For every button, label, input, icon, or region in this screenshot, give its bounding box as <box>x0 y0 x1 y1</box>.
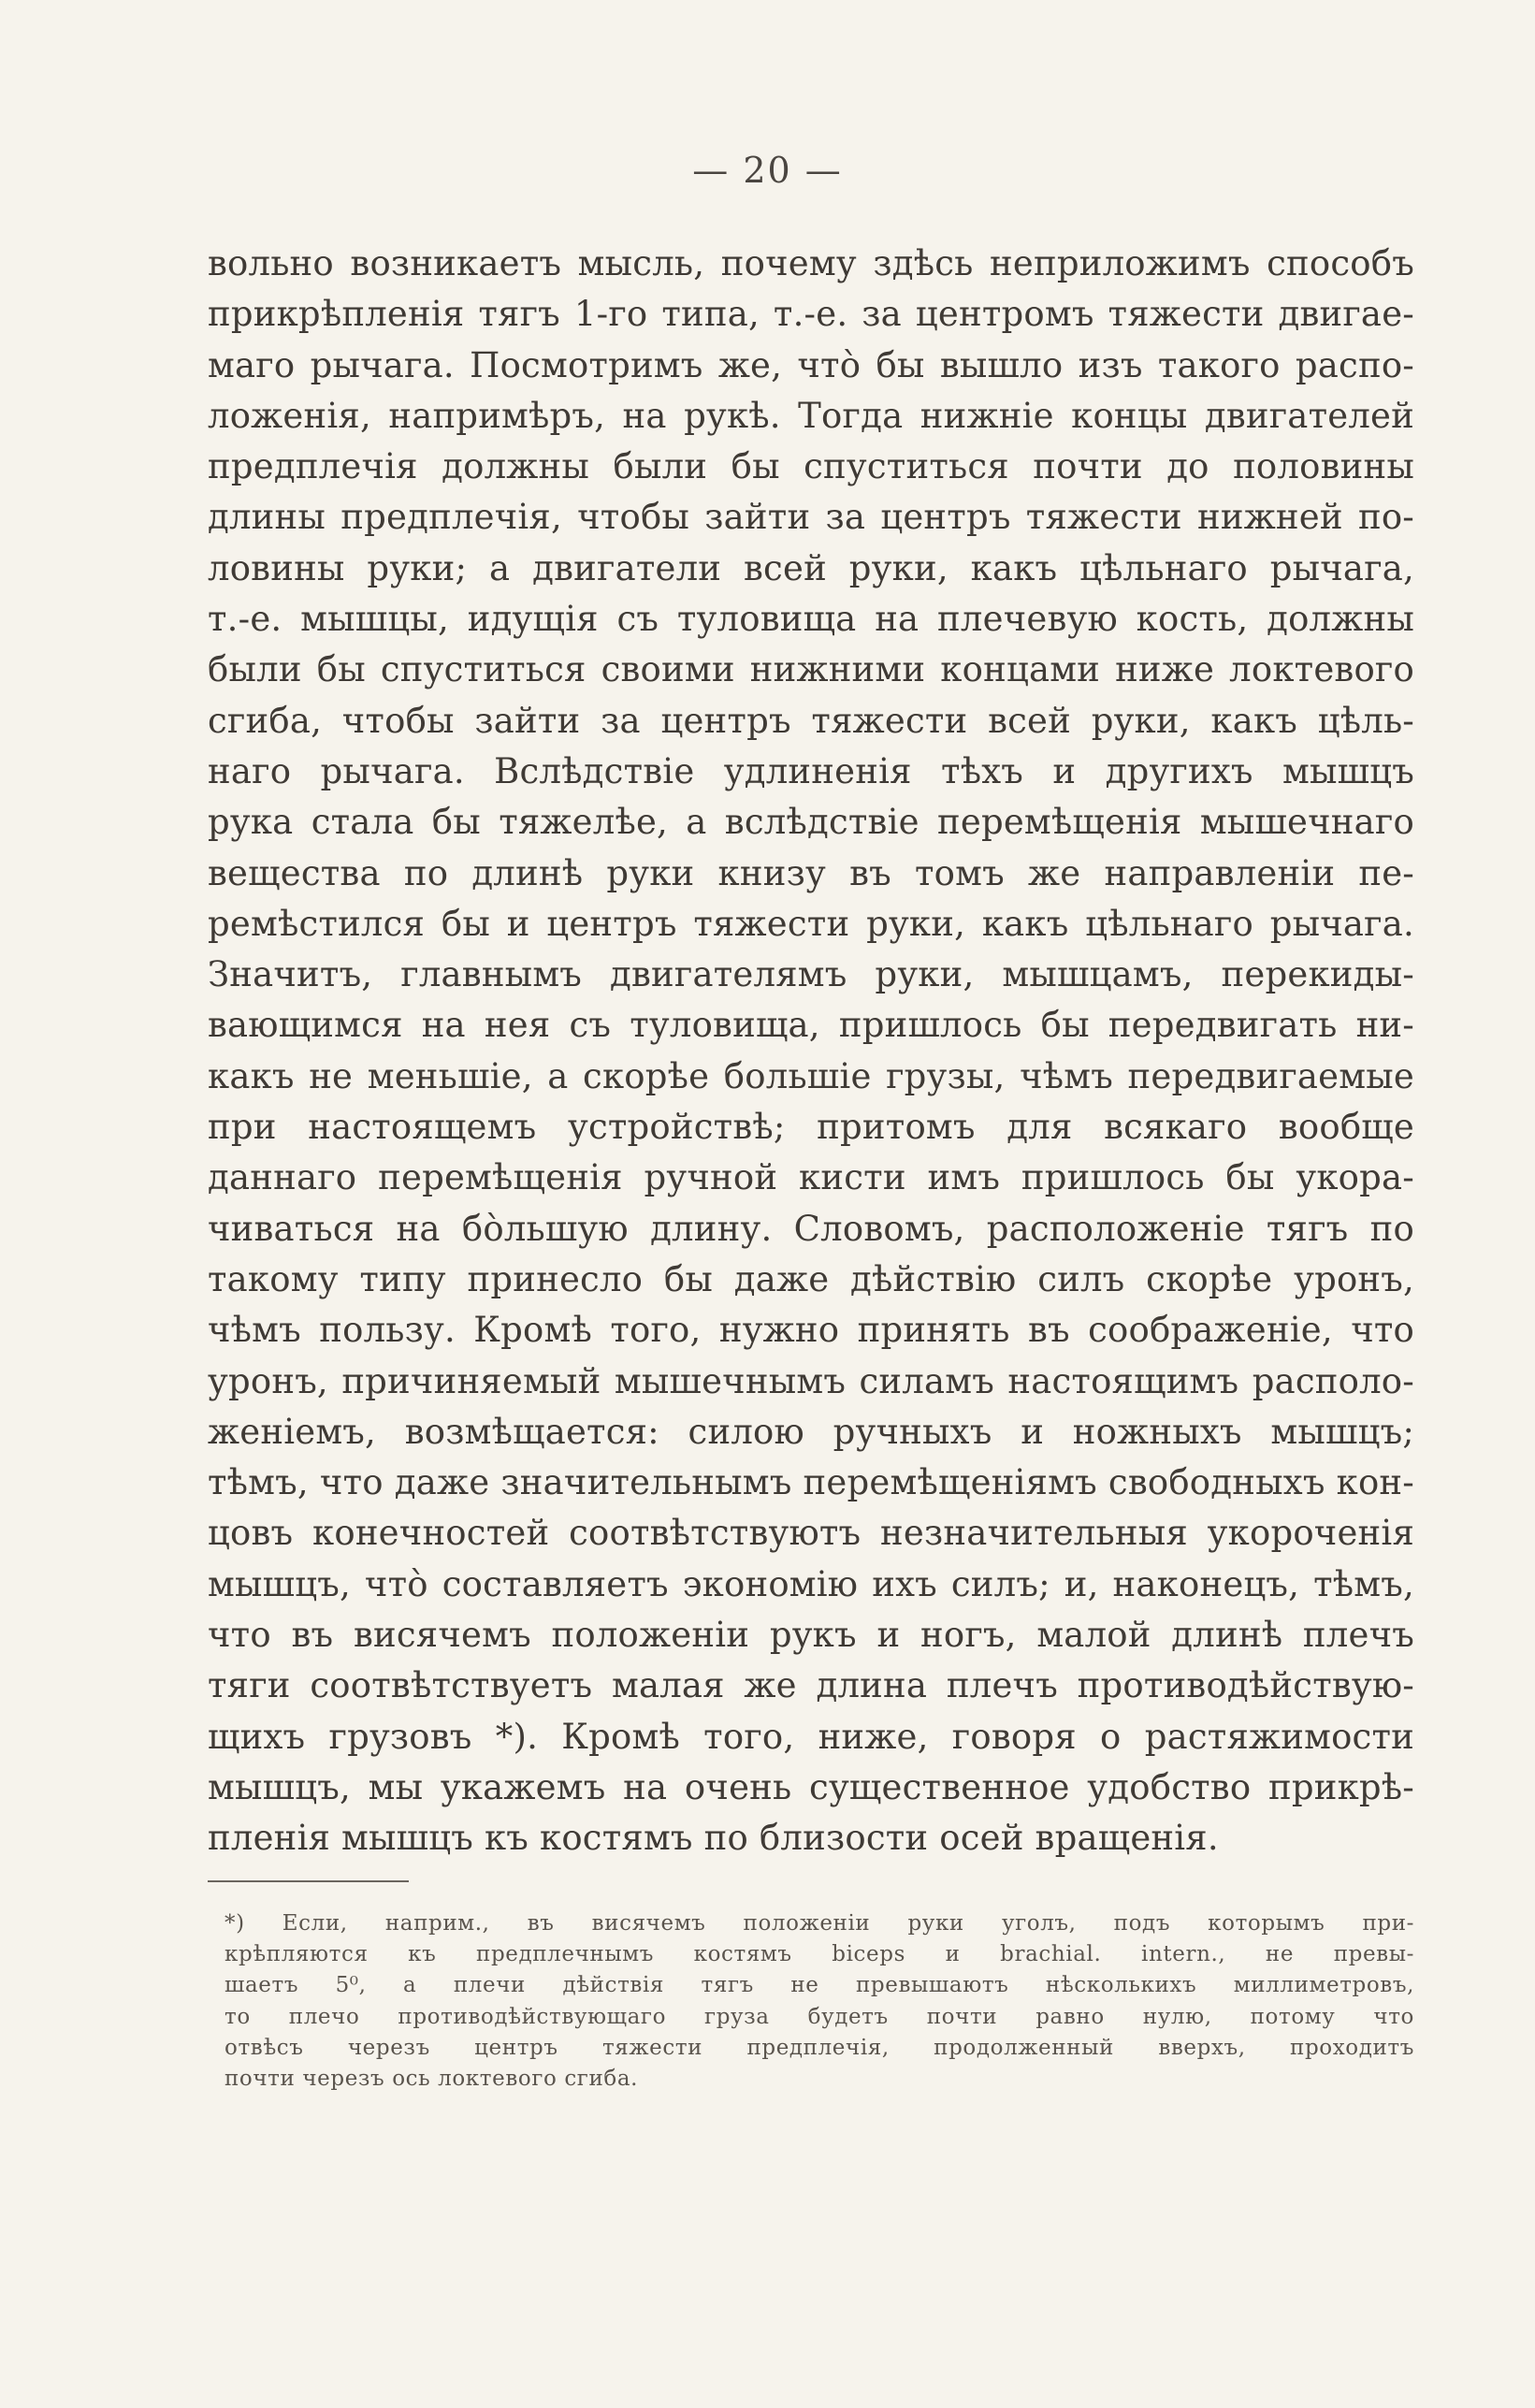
text-line: Значитъ, главнымъ двигателямъ руки, мышцамъ, перекиды- <box>208 954 1414 995</box>
main-text <box>208 239 1414 1864</box>
footnote-line: отвѣсъ черезъ центръ тяжести предплечія, продолженный вверхъ, проходитъ <box>224 2035 1414 2060</box>
text-line: чѣмъ пользу. Кромѣ того, нужно принять въ соображеніе, что <box>208 1310 1414 1351</box>
footnote-line: почти черезъ ось локтевого сгиба. <box>224 2066 639 2091</box>
text-line: чиваться на бо̀льшую длину. Словомъ, расположеніе тягъ по <box>208 1208 1414 1249</box>
footnote-line: крѣпляются къ предплечнымъ костямъ biceps и brachial. intern., не превы- <box>224 1942 1414 1967</box>
text-line: ремѣстился бы и центръ тяжести руки, какъ цѣльнаго рычага. <box>208 903 1414 944</box>
text-line: вещества по длинѣ руки книзу въ томъ же направленіи пе- <box>208 852 1414 893</box>
text-line: ложенія, напримѣръ, на рукѣ. Тогда нижніе концы двигателей <box>208 395 1414 436</box>
text-line: вающимся на нея съ туловища, пришлось бы передвигать ни- <box>208 1005 1414 1046</box>
footnote-line: *) Если, наприм., въ висячемъ положеніи руки уголъ, подъ которымъ при- <box>224 1911 1414 1936</box>
text-line: пленія мышцъ къ костямъ по близости осей вращенія. <box>208 1818 1219 1859</box>
footnote-divider <box>208 1880 409 1882</box>
text-line: мышцъ, что̀ составляетъ экономію ихъ силъ; и, наконецъ, тѣмъ, <box>208 1563 1414 1604</box>
footnote <box>224 1908 1414 2095</box>
text-line: прикрѣпленія тягъ 1-го типа, т.-е. за центромъ тяжести двигае- <box>208 294 1414 335</box>
footnote-line: то плечо противодѣйствующаго груза будетъ почти равно нулю, потому что <box>224 2004 1414 2029</box>
text-line: маго рычага. Посмотримъ же, что̀ бы вышло изъ такого распо- <box>208 344 1414 385</box>
text-line: предплечія должны были бы спуститься почти до половины <box>208 446 1414 487</box>
footnote-line: шаетъ 5⁰, а плечи дѣйствія тягъ не превышаютъ нѣсколькихъ миллиметровъ, <box>224 1973 1414 1998</box>
page-number: — 20 — <box>692 150 843 191</box>
text-line: что въ висячемъ положеніи рукъ и ногъ, малой длинѣ плечъ <box>208 1615 1414 1656</box>
text-line: мышцъ, мы укажемъ на очень существенное удобство прикрѣ- <box>208 1766 1414 1807</box>
text-line: какъ не меньшіе, а скорѣе большіе грузы, чѣмъ передвигаемые <box>208 1055 1414 1096</box>
text-line: вольно возникаетъ мысль, почему здѣсь неприложимъ способъ <box>208 243 1414 283</box>
text-line: такому типу принесло бы даже дѣйствію силъ скорѣе уронъ, <box>208 1258 1414 1299</box>
text-line: тяги соотвѣтствуетъ малая же длина плечъ противодѣйствую- <box>208 1665 1414 1706</box>
text-line: цовъ конечностей соотвѣтствуютъ незначительныя укороченія <box>208 1513 1414 1554</box>
text-line: тѣмъ, что даже значительнымъ перемѣщеніямъ свободныхъ кон- <box>208 1462 1414 1503</box>
text-line: длины предплечія, чтобы зайти за центръ тяжести нижней по- <box>208 497 1414 538</box>
text-line: наго рычага. Вслѣдствіе удлиненія тѣхъ и другихъ мышцъ <box>208 750 1414 791</box>
text-line: щихъ грузовъ *). Кромѣ того, ниже, говоря о растяжимости <box>208 1716 1414 1757</box>
text-line: рука стала бы тяжелѣе, а вслѣдствіе перемѣщенія мышечнаго <box>208 802 1414 843</box>
text-line: при настоящемъ устройствѣ; притомъ для всякаго вообще <box>208 1107 1414 1148</box>
text-line: сгиба, чтобы зайти за центръ тяжести всей руки, какъ цѣль- <box>208 700 1414 741</box>
text-line: ловины руки; а двигатели всей руки, какъ цѣльнаго рычага, <box>208 547 1414 588</box>
text-line: даннаго перемѣщенія ручной кисти имъ пришлось бы укора- <box>208 1157 1414 1198</box>
text-line: были бы спуститься своими нижними концами ниже локтевого <box>208 649 1414 690</box>
text-line: уронъ, причиняемый мышечнымъ силамъ настоящимъ располо- <box>208 1360 1414 1401</box>
text-line: т.-е. мышцы, идущія съ туловища на плечевую кость, должны <box>208 599 1414 640</box>
text-line: женіемъ, возмѣщается: силою ручныхъ и ножныхъ мышцъ; <box>208 1411 1414 1452</box>
